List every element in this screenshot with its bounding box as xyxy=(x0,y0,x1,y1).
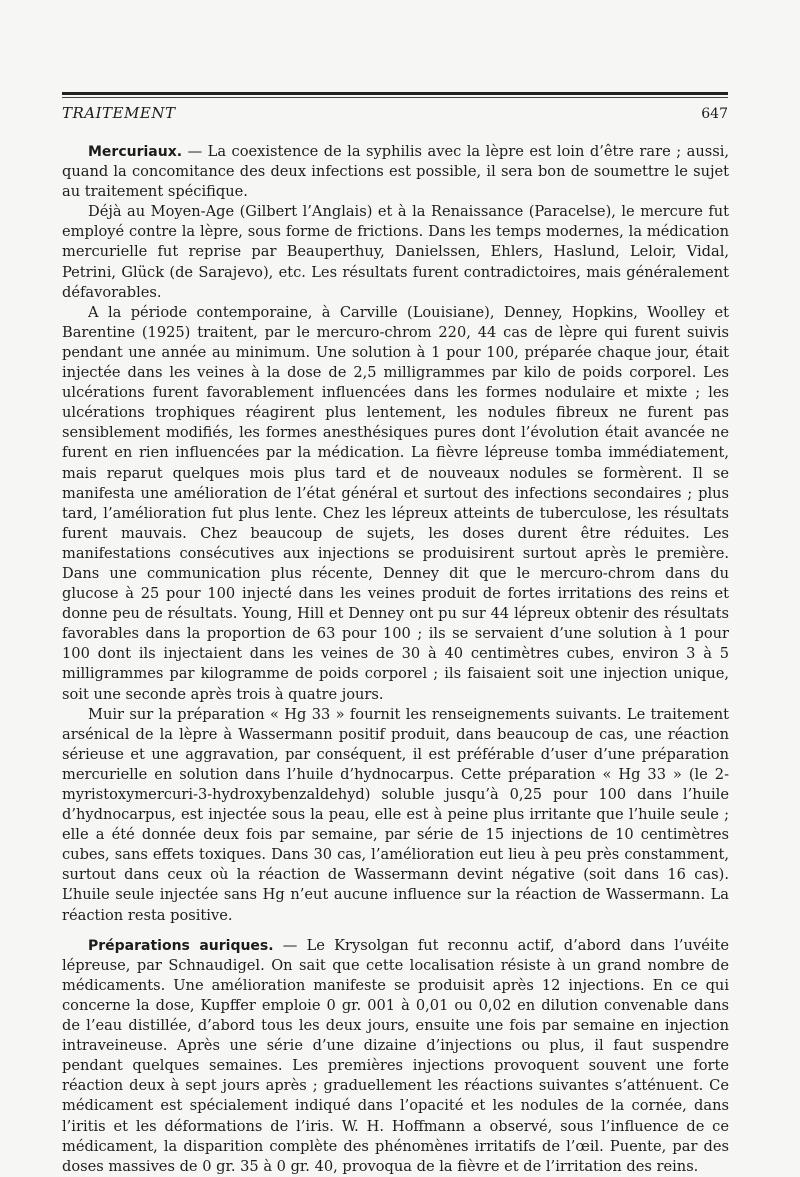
header-rule-thin xyxy=(62,97,728,98)
paragraph-mercuriaux-4: Muir sur la préparation « Hg 33 » fournit les renseignements suivants. Le traitement arsénical de la lèpre à Wassermann positif produit, dans beaucoup de cas, une réaction sérieuse et une aggravation, par conséquent, il est préférable d’user d’une préparation mercurielle en solution dans l’huile d’hydnocarpus. Cette préparation « Hg 33 » (le 2-myristoxymercuri-3-hydroxybenzaldehyd) soluble jusqu’à 0,25 pour 100 dans l’huile d’hydnocarpus, est injectée sous la peau, elle est à peine plus irritante que l’huile seule ; elle a été donnée deux fois par semaine, par série de 15 injections de 10 centimètres cubes, sans effets toxiques. Dans 30 cas, l’amélioration eut lieu à peu près constamment, surtout dans ceux où la réaction de Wassermann devint négative (soit dans 16 cas). L’huile seule injectée sans Hg n’eut aucune influence sur la réaction de Wassermann. La réaction resta positive. xyxy=(62,705,729,924)
paragraph-text: — La coexistence de la syphilis avec la lèpre est loin d’être rare ; aussi, quand la concomitance des deux infections est possible, il sera bon de soumettre le sujet au traitement spécifique. xyxy=(62,143,730,201)
paragraph-auriques-1 xyxy=(62,936,729,1177)
section-title-mercuriaux: Mercuriaux. xyxy=(88,144,183,160)
page-number: 647 xyxy=(701,106,728,122)
paragraph-mercuriaux-2: Déjà au Moyen-Age (Gilbert l’Anglais) et à la Renaissance (Paracelse), le mercure fut employé contre la lèpre, sous forme de frictions. Dans les temps modernes, la médication mercurielle fut reprise par Beauperthuy, Danielssen, Ehlers, Haslund, Leloir, Vidal, Petrini, Glück (de Sarajevo), etc. Les résultats furent contradictoires, mais généralement défavorables. xyxy=(62,203,729,301)
body-text xyxy=(62,142,729,1177)
paragraph-mercuriaux-1 xyxy=(62,142,729,202)
section-title-auriques: Préparations auriques. xyxy=(88,937,274,954)
paragraph-text: — Le Krysolgan fut reconnu actif, d’abord dans l’uvéite lépreuse, par Schnaudigel. On sait que cette localisation résiste à un grand nombre de médicaments. Une amélioration manifeste se produisit après 12 injections. En ce qui concerne la dose, Kupffer emploie 0 gr. 001 à 0,01 ou 0,02 en dilution convenable dans de l’eau distillée, d’abord tous les deux jours, ensuite une fois par semaine en injection intraveineuse. Après une série d’une dizaine d’injections ou plus, il faut suspendre pendant quelques semaines. Les premières injections provoquent souvent une forte réaction deux à sept jours après ; graduellement les réactions suivantes s’atténuent. Ce médicament est spécialement indiqué dans l’opacité et les nodules de la cornée, dans l’iritis et les déformations de l’iris. W. H. Hoffmann a observé, sous l’influence de ce médicament, la disparition complète des phénomènes irritatifs de l’œil. Puente, par des doses massives de 0 gr. 35 à 0 gr. 40, provoqua de la fièvre et de l’irritation des reins. xyxy=(62,936,729,1175)
paragraph-mercuriaux-3: A la période contemporaine, à Carville (Louisiane), Denney, Hopkins, Woolley et Barentine (1925) traitent, par le mercuro-chrom 220, 44 cas de lèpre qui furent suivis pendant une année au minimum. Une solution à 1 pour 100, préparée chaque jour, était injectée dans les veines à la dose de 2,5 milligrammes par kilo de poids corporel. Les ulcérations furent favorablement influencées dans les formes nodulaire et mixte ; les ulcérations trophiques réagirent plus lentement, les nodules fibreux ne furent pas sensiblement modifiés, les formes anesthésiques pures dont l’évolution était avancée ne furent en rien influencées par la médication. La fièvre lépreuse tomba immédiatement, mais reparut quelques mois plus tard et de nouveaux nodules se formèrent. Il se manifesta une amélioration de l’état général et surtout des infections secondaires ; plus tard, l’amélioration fut plus lente. Chez les lépreux atteints de tuberculose, les résultats furent mauvais. Chez beaucoup de sujets, les doses durent être réduites. Les manifestations consécutives aux injections se produisirent surtout après le première. Dans une communication plus récente, Denney dit que le mercuro-chrom dans du glucose à 25 pour 100 injecté dans les veines produit de fortes irritations des reins et donne peu de résultats. Young, Hill et Denney ont pu sur 44 lépreux obtenir des résultats favorables dans la proportion de 63 pour 100 ; ils se servaient d’une solution à 1 pour 100 dont ils injectaient dans les veines de 30 à 40 centimètres cubes, environ 3 à 5 milligrammes par kilogramme de poids corporel ; ils faisaient soit une injection unique, soit une seconde après trois à quatre jours. xyxy=(62,303,729,703)
header-rule-thick xyxy=(62,92,728,95)
running-title: TRAITEMENT xyxy=(62,104,176,122)
